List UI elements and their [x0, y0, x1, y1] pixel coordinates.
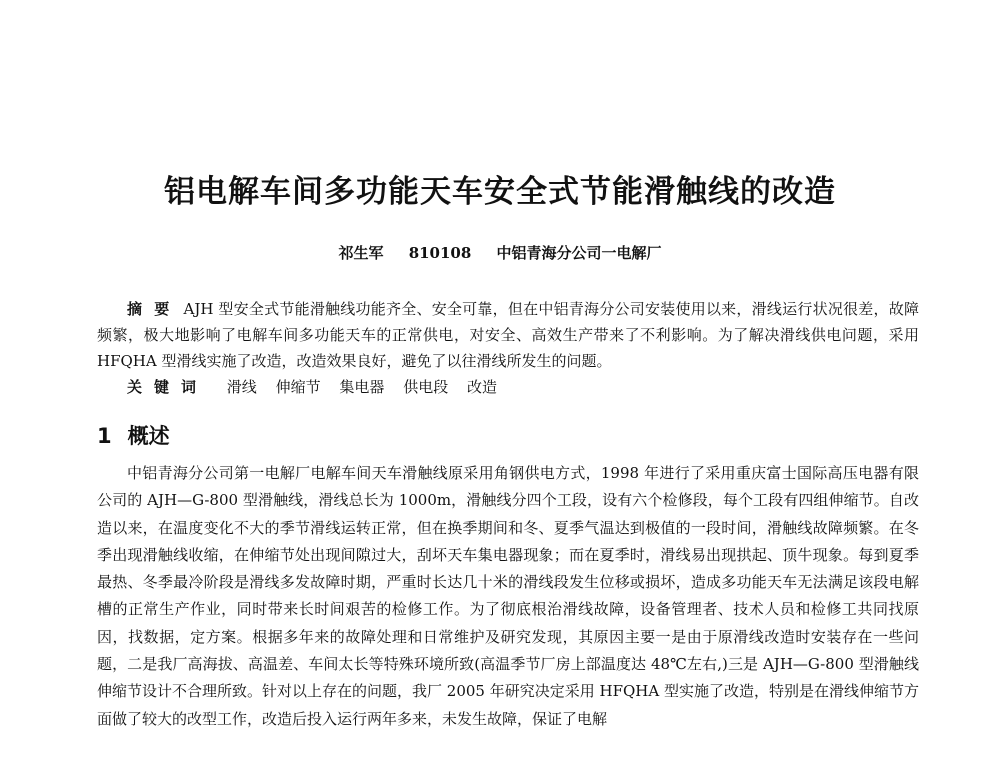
keyword: 供电段: [403, 378, 449, 396]
abstract-block: [97, 296, 919, 400]
abstract-paragraph: [97, 296, 919, 374]
keyword: 伸缩节: [275, 378, 321, 396]
author-line: [0, 242, 1000, 263]
keywords-label: 关键词: [127, 378, 209, 396]
abstract-text: AJH 型安全式节能滑触线功能齐全、安全可靠，但在中铝青海分公司安装使用以来，滑线运行状况很差，故障频繁，极大地影响了电解车间多功能天车的正常供电，对安全、高效生产带来了不利影响。为了解决滑线供电问题，采用 HFQHA 型滑线实施了改造，改造效果良好，避免了以往滑线所发生的问题。: [97, 300, 919, 370]
abstract-label: 摘要: [127, 300, 182, 318]
author-postcode: 810108: [408, 244, 472, 262]
body-paragraph: 中铝青海分公司第一电解厂电解车间天车滑触线原采用角钢供电方式，1998 年进行了采用重庆富士国际高压电器有限公司的 AJH—G-800 型滑触线，滑线总长为 1000m，滑触线分四个工段，设有六个检修段，每个工段有四组伸缩节。自改造以来，在温度变化不大的季节滑线运转正常，但在换季期间和冬、夏季气温达到极值的一段时间，滑触线故障频繁。在冬季出现滑触线收缩，在伸缩节处出现间隙过大，刮坏天车集电器现象；而在夏季时，滑线易出现拱起、顶牛现象。每到夏季最热、冬季最冷阶段是滑线多发故障时期，严重时长达几十米的滑线段发生位移或损坏，造成多功能天车无法满足该段电解槽的正常生产作业，同时带来长时间艰苦的检修工作。为了彻底根治滑线故障，设备管理者、技术人员和检修工共同找原因，找数据，定方案。根据多年来的故障处理和日常维护及研究发现，其原因主要一是由于原滑线改造时安装存在一些问题，二是我厂高海拔、高温差、车间太长等特殊环境所致(高温季节厂房上部温度达 48℃左右,)三是 AJH—G-800 型滑触线伸缩节设计不合理所致。针对以上存在的问题，我厂 2005 年研究决定采用 HFQHA 型实施了改造，特别是在滑线伸缩节方面做了较大的改型工作，改造后投入运行两年多来，未发生故障，保证了电解: [97, 464, 919, 728]
keyword: 集电器: [339, 378, 385, 396]
section-title: 概述: [127, 424, 170, 448]
keyword: 滑线: [226, 378, 257, 396]
author-affiliation: 中铝青海分公司一电解厂: [496, 244, 662, 262]
keywords-line: [97, 374, 919, 400]
section-number: 1: [97, 424, 112, 448]
section-heading: [97, 420, 170, 450]
author-name: 祁生军: [338, 244, 384, 262]
keyword: 改造: [466, 378, 497, 396]
paper-title: 铝电解车间多功能天车安全式节能滑触线的改造: [164, 174, 836, 210]
